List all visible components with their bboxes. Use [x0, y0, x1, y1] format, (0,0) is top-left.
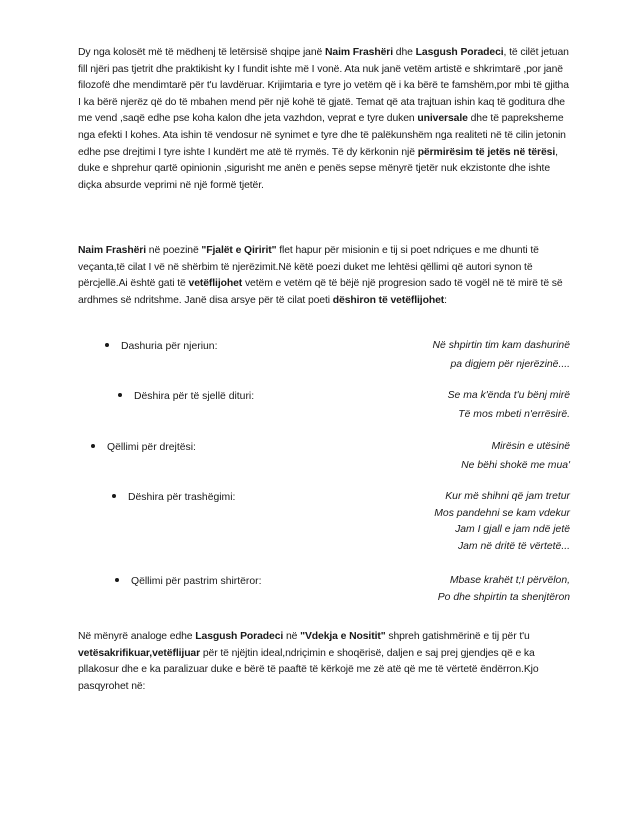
- bullet-item: [115, 574, 262, 590]
- text-run: për të njëjtin ideal,ndriçimin e shoqërisë, daljen e saj prej gjendjes që e ka pllakosur dhe e ka paralizuar duke e bërë të paaftë të kërkojë me zë atë që me të vërtetë ëndërron.Kjo pasqyrohet në:: [78, 647, 539, 692]
- bullet-item: [105, 339, 217, 355]
- quote-block: [433, 338, 570, 373]
- text-run: , duke e shprehur qartë opinionin ,sigurisht me anën e penës sepse mënyrë tjetër nuk ekzistonte dhe ishte diçka absurde veprimi në një formë tjetër.: [78, 146, 558, 191]
- bold-term: universale: [417, 113, 468, 125]
- quote-block: [461, 439, 570, 474]
- text-run: dhe: [393, 47, 416, 58]
- bullet-label: Dëshira për trashëgimi:: [128, 492, 236, 503]
- quote-line: Në shpirtin tim kam dashurinë: [432, 340, 570, 351]
- paragraph-intro: [78, 45, 570, 194]
- bold-term: Naim Frashëri: [325, 47, 394, 58]
- text-run: vetëm e vetëm që të bëjë një progresion sado të vogël në të mirë të së ardhmes së ndritshme. Janë disa arsye për të cilat poeti: [78, 278, 563, 306]
- bold-term: "Vdekja e Nositit": [300, 631, 386, 642]
- quote-line: pa digjem për njerëzinë....: [450, 358, 570, 370]
- quote-line: Mbase krahët t;I përvëlon,: [449, 575, 570, 586]
- quote-line: Kur më shihni që jam tretur: [445, 491, 570, 502]
- text-run: :: [444, 294, 447, 306]
- text-run: Dy nga kolosët më të mëdhenj të letërsisë shqipe janë: [78, 47, 326, 58]
- quote-line: Mirësin e utësinë: [491, 441, 570, 452]
- text-run: , të cilët jetuan fill njëri pas tjetrit dhe praktikisht ky I fundit ishte më I vonë. Ata nuk janë vetëm artistë e shkrimtarë ,por janë filozofë dhe mendimtarë për t'u lavdëruar. Krijimtaria e tyre jo vetëm që i ka bërë te famshëm,por mbi të gjitha I ka bërë njerëz që do të mbahen mend për një kohë të gjatë. Temat që ata trajtuan ishin kaq të goditura dhe me vend ,saqë edhe pse koha kalon dhe jeta vazhdon, veprat e tyre duken: [78, 47, 569, 125]
- bullet-item: [118, 389, 254, 405]
- quote-line: Të mos mbeti n'errësirë.: [458, 408, 570, 420]
- bold-term: "Fjalët e Qiririt": [201, 245, 277, 256]
- bold-term: Lasgush Poradeci: [415, 47, 504, 58]
- text-run: në poezinë: [146, 245, 202, 256]
- bullet-label: Dashuria për njeriun:: [121, 341, 218, 352]
- text-run: dhe të papreksheme nga efekti I kohes. Ata ishin të vendosur në synimet e tyre dhe të palëkunshëm nga realiteti në të cilin jetonin edhe pse drejtimi I tyre ishte I kundërt me atë të rrymës. Të dy kërkonin një: [78, 113, 566, 158]
- text-run: në: [283, 631, 301, 642]
- bold-term: vetësakrifikuar,vetëflijuar: [78, 647, 201, 659]
- paragraph-naim: [78, 243, 570, 309]
- quote-block: [448, 388, 570, 423]
- text-run: Në mënyrë analoge edhe: [78, 631, 196, 642]
- quote-line: Ne bëhi shokë me mua': [461, 459, 570, 471]
- bullet-label: Qëllimi për drejtësi:: [107, 442, 196, 453]
- bullet-icon: [112, 494, 116, 498]
- bullet-icon: [115, 578, 119, 582]
- bullet-icon: [91, 444, 95, 448]
- text-run: shpreh gatishmërinë e tij për t'u: [385, 631, 530, 642]
- bold-term: dëshiron të vetëflijohet: [332, 294, 445, 306]
- bullet-item: [91, 440, 196, 456]
- bullet-icon: [118, 393, 122, 397]
- quote-line: Po dhe shpirtin ta shenjtëron: [437, 591, 570, 603]
- bullet-label: Qëllimi për pastrim shirtëror:: [131, 576, 262, 587]
- quote-line: Se ma k'ënda t'u bënj mirë: [447, 390, 570, 401]
- bold-term: përmirësim të jetës në tërësi: [417, 146, 556, 158]
- quote-block: [434, 489, 570, 555]
- bold-term: Naim Frashëri: [78, 245, 146, 256]
- quote-block: [438, 573, 570, 606]
- bullet-label: Dëshira për të sjellë dituri:: [134, 391, 255, 402]
- bullet-item: [112, 490, 235, 506]
- quote-line: Mos pandehni se kam vdekur: [434, 507, 570, 519]
- bold-term: Lasgush Poradeci: [195, 631, 284, 642]
- bullet-icon: [105, 343, 109, 347]
- quote-line: Jam I gjall e jam ndë jetë: [455, 524, 570, 536]
- paragraph-lasgush: [78, 629, 570, 695]
- bold-term: vetëflijohet: [188, 278, 243, 290]
- quote-line: Jam në dritë të vërtetë...: [457, 540, 570, 552]
- text-run: flet hapur për misionin e tij si poet ndriçues e me dhunti të veçanta,të cilat I vë në shërbim të njerëzimit.Në këtë poezi duket me lehtësi qëllimi që autori synon të përcjellë.Ai është gati të: [78, 245, 539, 290]
